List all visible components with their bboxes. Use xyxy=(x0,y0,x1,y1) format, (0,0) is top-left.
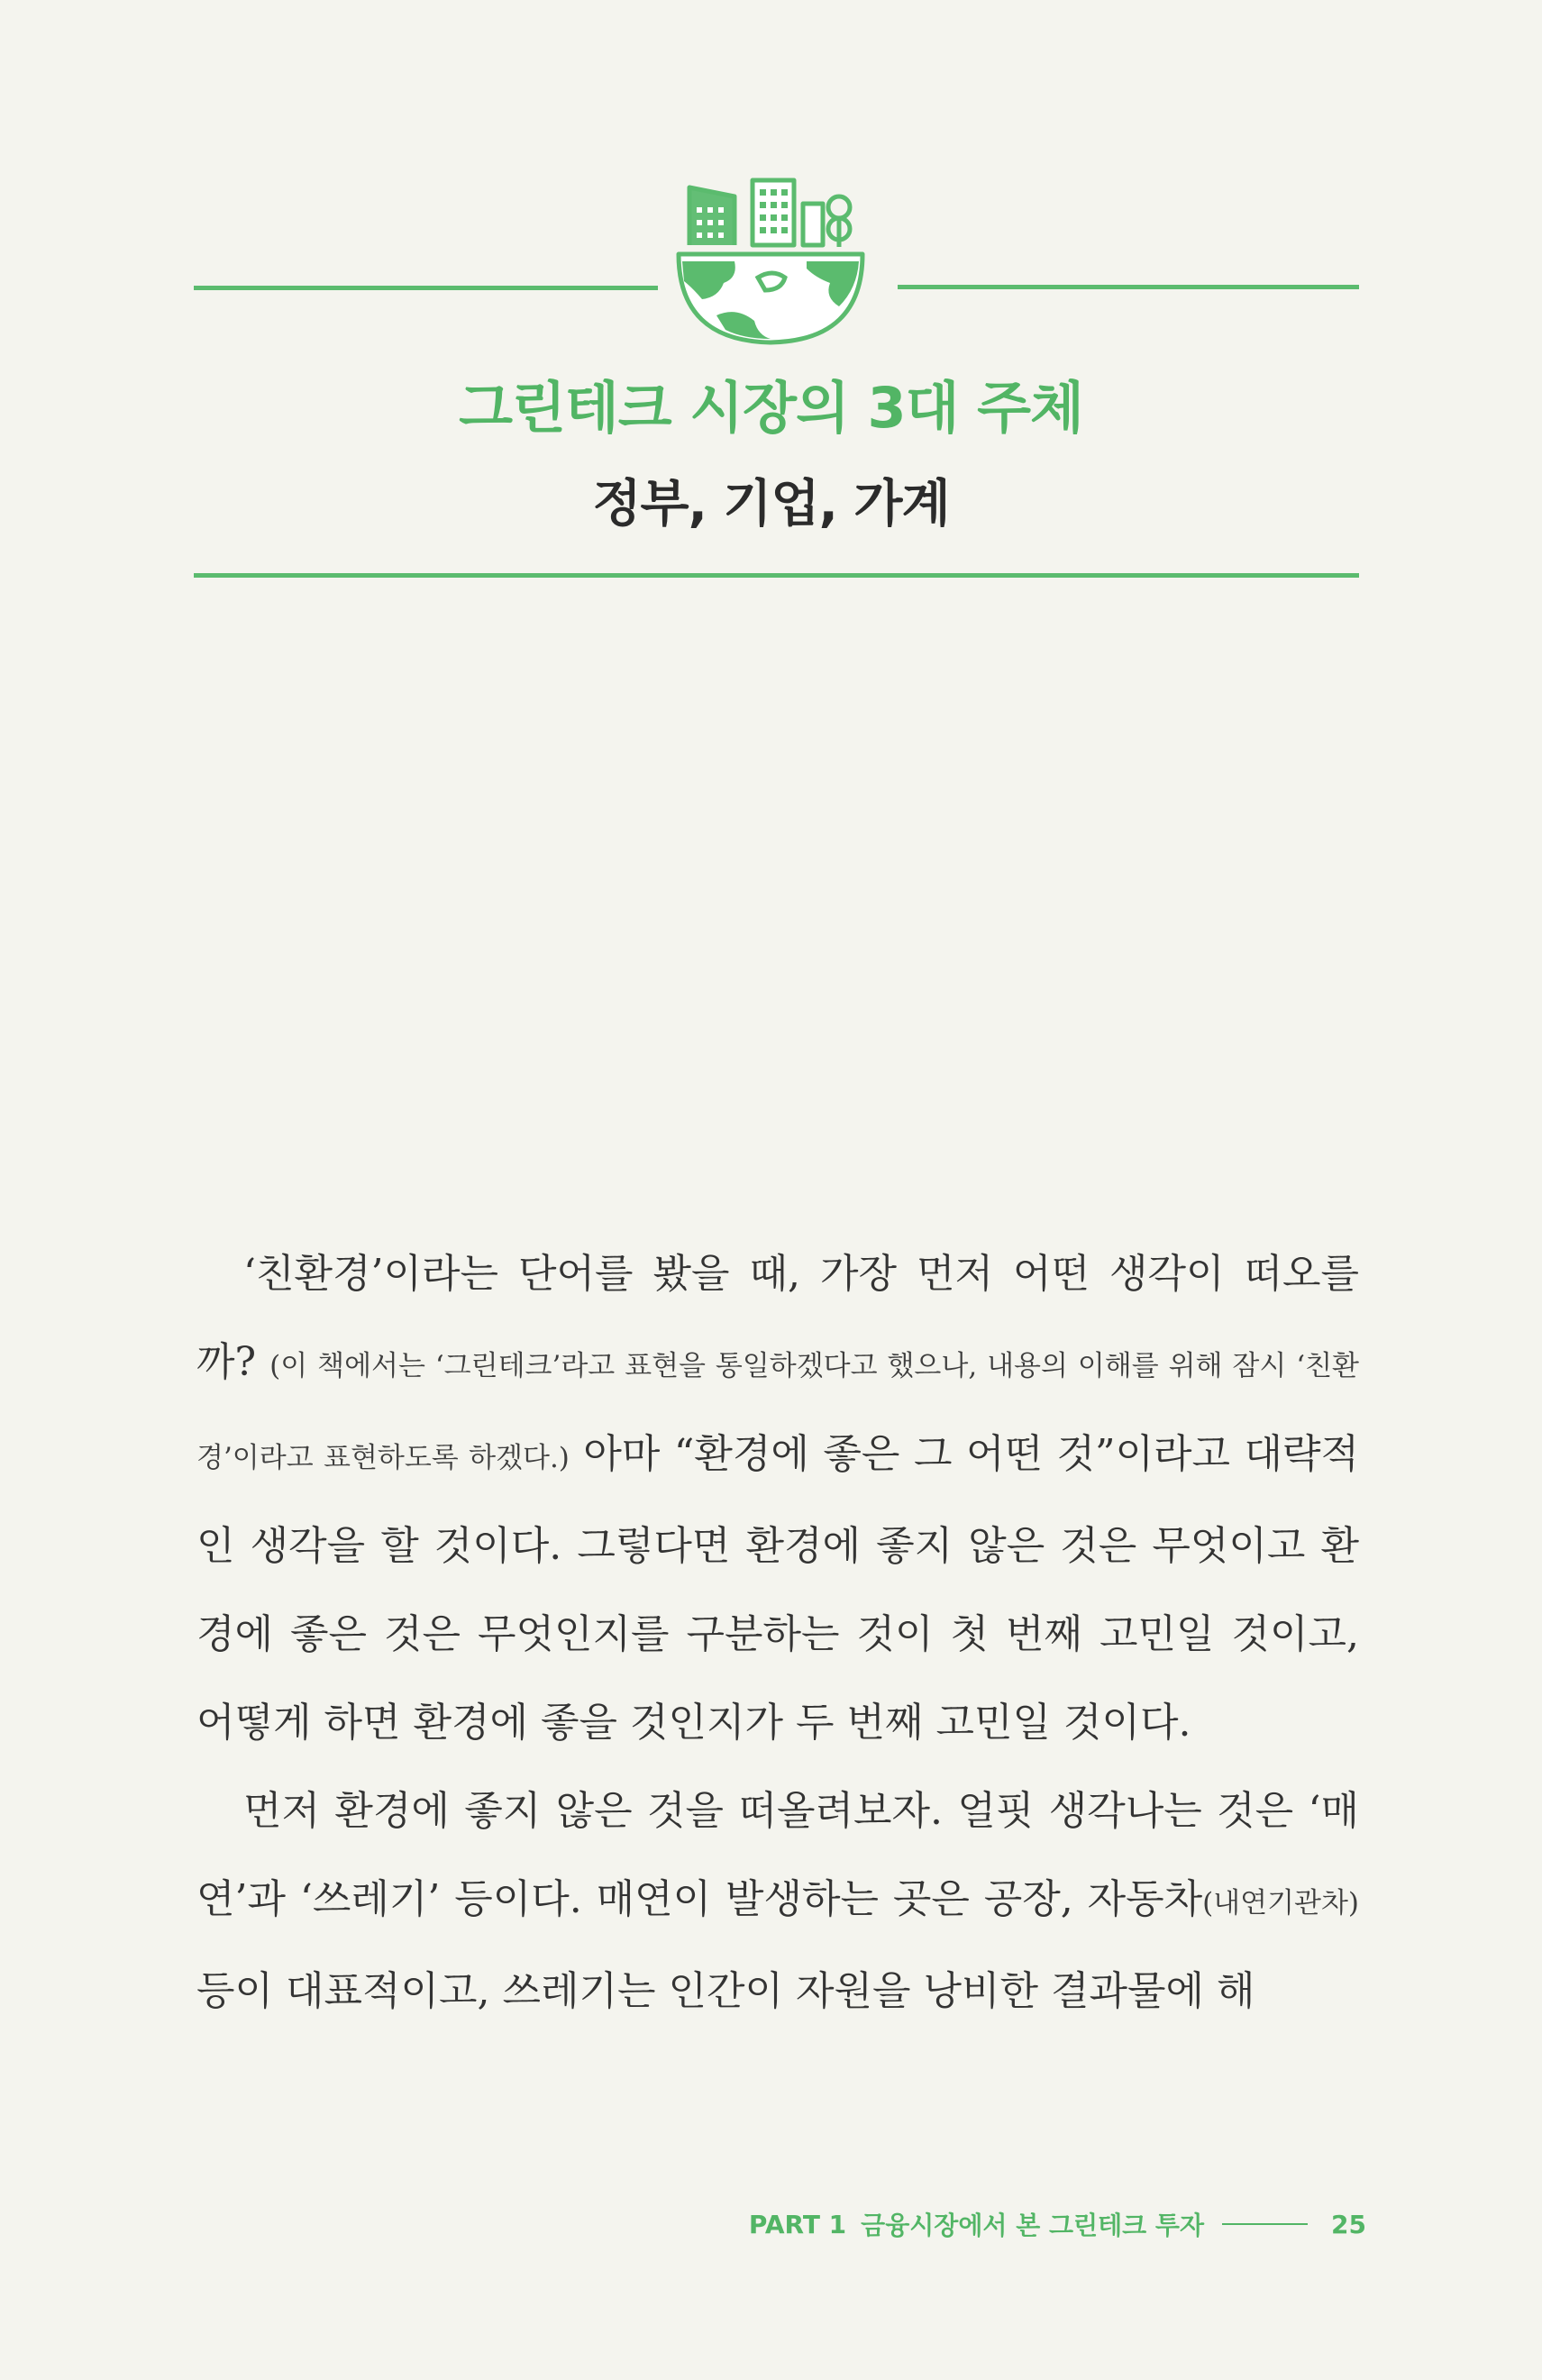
paragraph-2-start: 먼저 환경에 좋지 않은 것을 떠올려보자. 얼핏 생각나는 것은 ‘매연’과 ‘쓰레기’ 등이다. 매연이 발생하는 곳은 공장, 자동차 xyxy=(196,1788,1359,1922)
paragraph-2 xyxy=(196,1767,1359,2036)
header-rule-left xyxy=(194,286,658,290)
paragraph-2-end: 등이 대표적이고, 쓰레기는 인간이 자원을 낭비한 결과물에 해 xyxy=(196,1968,1255,2014)
body-text xyxy=(196,1230,1359,2036)
paragraph-2-note: (내연기관차) xyxy=(1202,1887,1359,1920)
header-rule-bottom xyxy=(194,573,1359,578)
paragraph-1-start: ‘친환경’이라는 단어를 봤을 때, 가장 먼저 어떤 생각이 떠오를까? xyxy=(196,1251,1359,1385)
footer-divider xyxy=(1222,2223,1308,2225)
paragraph-1-end: 아마 “환경에 좋은 그 어떤 것”이라고 대략적인 생각을 할 것이다. 그렇다면 환경에 좋지 않은 것은 무엇이고 환경에 좋은 것은 무엇인지를 구분하는 것이 첫 번째 고민일 것이고, 어떻게 하면 환경에 좋을 것인지가 두 번째 고민일 것이다. xyxy=(196,1431,1359,1746)
chapter-subtitle: 정부, 기업, 가계 xyxy=(592,475,950,533)
header-rule-right xyxy=(898,285,1359,289)
chapter-title: 그린테크 시장의 3대 주체 xyxy=(459,375,1083,441)
paragraph-1 xyxy=(196,1230,1359,1767)
running-footer xyxy=(721,2206,1366,2242)
green-city-globe-icon xyxy=(671,171,870,351)
footer-part: PART 1 xyxy=(748,2209,847,2239)
footer-section: 금융시장에서 본 그린테크 투자 xyxy=(861,2211,1205,2240)
page-number: 25 xyxy=(1331,2209,1366,2239)
paragraph-1-note: (이 책에서는 ‘그린테크’라고 표현을 통일하겠다고 했으나, 내용의 이해를 위해 잠시 ‘친환경’이라고 표현하도록 하겠다.) xyxy=(196,1350,1359,1474)
